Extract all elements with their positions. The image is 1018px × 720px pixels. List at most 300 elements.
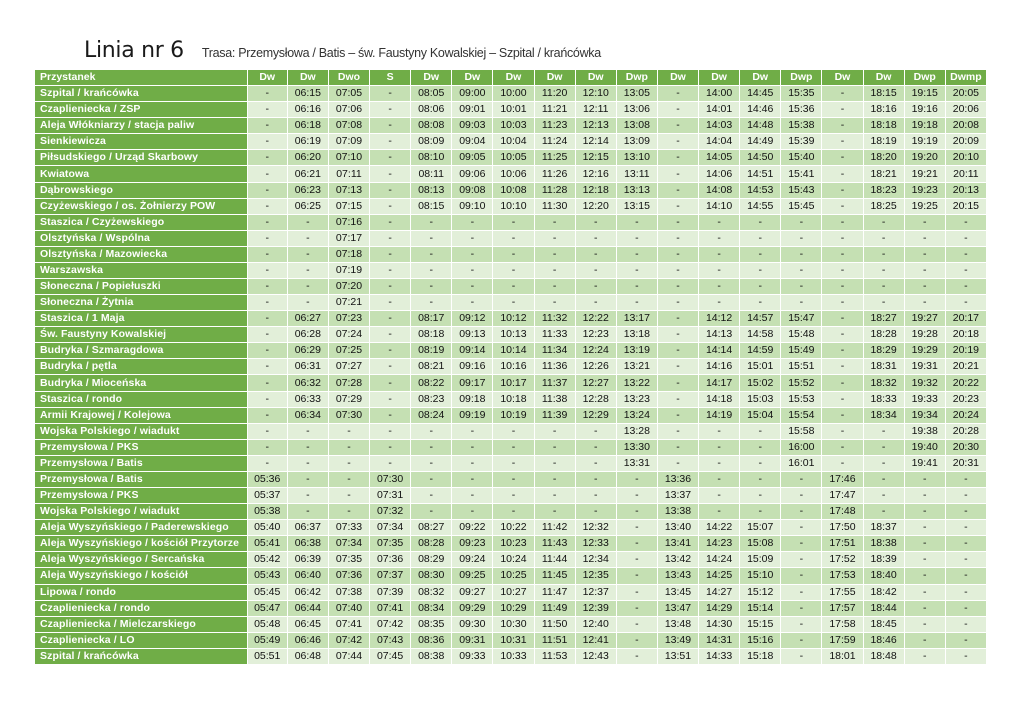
- departure-time: 15:03: [740, 392, 781, 408]
- departure-time: 15:01: [740, 359, 781, 375]
- departure-time: 11:44: [535, 552, 576, 568]
- departure-time: 07:40: [329, 601, 370, 617]
- departure-time: -: [864, 263, 905, 279]
- departure-time: 06:27: [288, 311, 329, 327]
- departure-time: 06:33: [288, 392, 329, 408]
- departure-time: -: [370, 327, 411, 343]
- stop-name: Aleja Włókniarzy / stacja paliw: [35, 118, 248, 134]
- departure-time: -: [248, 199, 288, 215]
- departure-time: 11:36: [535, 359, 576, 375]
- departure-time: -: [452, 472, 493, 488]
- departure-time: -: [864, 472, 905, 488]
- departure-time: -: [658, 215, 699, 231]
- departure-time: -: [370, 102, 411, 118]
- departure-time: 11:26: [535, 166, 576, 182]
- stop-name: Słoneczna / Popiełuszki: [35, 279, 248, 295]
- departure-time: -: [946, 601, 987, 617]
- departure-time: 14:25: [699, 568, 740, 584]
- departure-time: 14:16: [699, 359, 740, 375]
- timetable-row: [35, 247, 987, 263]
- departure-time: -: [864, 424, 905, 440]
- departure-time: 12:39: [576, 601, 617, 617]
- departure-time: -: [411, 247, 452, 263]
- departure-time: 17:58: [822, 617, 863, 633]
- departure-time: -: [370, 231, 411, 247]
- departure-time: 10:33: [493, 649, 534, 665]
- stop-name: Aleja Wyszyńskiego / kościół: [35, 568, 248, 584]
- departure-time: -: [905, 295, 946, 311]
- departure-time: -: [288, 440, 329, 456]
- departure-time: 15:51: [781, 359, 822, 375]
- departure-time: -: [535, 456, 576, 472]
- departure-time: -: [617, 247, 658, 263]
- departure-time: 14:31: [699, 633, 740, 649]
- departure-time: 14:13: [699, 327, 740, 343]
- course-column-header: Dwo: [329, 70, 370, 86]
- departure-time: 12:15: [576, 150, 617, 166]
- departure-time: 15:41: [781, 166, 822, 182]
- departure-time: 14:55: [740, 199, 781, 215]
- departure-time: -: [370, 215, 411, 231]
- departure-time: 11:53: [535, 649, 576, 665]
- departure-time: 05:47: [248, 601, 288, 617]
- course-column-header: Dw: [864, 70, 905, 86]
- departure-time: -: [411, 231, 452, 247]
- departure-time: -: [576, 279, 617, 295]
- departure-time: 14:01: [699, 102, 740, 118]
- departure-time: 06:20: [288, 150, 329, 166]
- stop-name: Przemysłowa / Batis: [35, 456, 248, 472]
- departure-time: -: [370, 166, 411, 182]
- departure-time: -: [248, 247, 288, 263]
- departure-time: 10:14: [493, 343, 534, 359]
- timetable-row: [35, 520, 987, 536]
- departure-time: -: [411, 424, 452, 440]
- stop-name: Piłsudskiego / Urząd Skarbowy: [35, 150, 248, 166]
- departure-time: -: [822, 199, 863, 215]
- departure-time: 10:27: [493, 585, 534, 601]
- departure-time: 07:18: [329, 247, 370, 263]
- departure-time: -: [699, 456, 740, 472]
- departure-time: 11:47: [535, 585, 576, 601]
- departure-time: 14:17: [699, 375, 740, 391]
- departure-time: -: [658, 295, 699, 311]
- course-column-header: Dw: [576, 70, 617, 86]
- departure-time: -: [905, 520, 946, 536]
- departure-time: 08:11: [411, 166, 452, 182]
- departure-time: 07:23: [329, 311, 370, 327]
- departure-time: 06:42: [288, 585, 329, 601]
- departure-time: 15:18: [740, 649, 781, 665]
- departure-time: -: [822, 295, 863, 311]
- departure-time: -: [781, 215, 822, 231]
- departure-time: -: [248, 86, 288, 102]
- departure-time: 09:19: [452, 408, 493, 424]
- departure-time: 15:09: [740, 552, 781, 568]
- departure-time: 05:36: [248, 472, 288, 488]
- departure-time: 12:41: [576, 633, 617, 649]
- departure-time: -: [905, 504, 946, 520]
- departure-time: 20:06: [946, 102, 987, 118]
- departure-time: -: [370, 86, 411, 102]
- departure-time: 18:18: [864, 118, 905, 134]
- departure-time: 06:44: [288, 601, 329, 617]
- course-column-header: Dw: [288, 70, 329, 86]
- departure-time: 13:47: [658, 601, 699, 617]
- departure-time: -: [248, 392, 288, 408]
- course-column-header: Dw: [658, 70, 699, 86]
- departure-time: -: [288, 215, 329, 231]
- timetable-row: [35, 86, 987, 102]
- departure-time: -: [248, 231, 288, 247]
- stop-name: Staszica / 1 Maja: [35, 311, 248, 327]
- departure-time: -: [370, 199, 411, 215]
- departure-time: 07:34: [329, 536, 370, 552]
- departure-time: -: [411, 504, 452, 520]
- departure-time: -: [493, 295, 534, 311]
- departure-time: -: [822, 263, 863, 279]
- course-column-header: Dw: [411, 70, 452, 86]
- departure-time: -: [452, 247, 493, 263]
- departure-time: -: [535, 472, 576, 488]
- departure-time: -: [946, 585, 987, 601]
- departure-time: -: [864, 295, 905, 311]
- departure-time: -: [248, 311, 288, 327]
- departure-time: 13:24: [617, 408, 658, 424]
- departure-time: 05:42: [248, 552, 288, 568]
- departure-time: 07:35: [329, 552, 370, 568]
- timetable-row: [35, 585, 987, 601]
- timetable-row: [35, 215, 987, 231]
- stop-name: Warszawska: [35, 263, 248, 279]
- departure-time: 12:34: [576, 552, 617, 568]
- departure-time: 20:11: [946, 166, 987, 182]
- departure-time: 19:15: [905, 86, 946, 102]
- departure-time: 08:19: [411, 343, 452, 359]
- stop-column-header: Przystanek: [35, 70, 248, 86]
- departure-time: 07:28: [329, 375, 370, 391]
- departure-time: -: [658, 263, 699, 279]
- departure-time: 14:27: [699, 585, 740, 601]
- timetable-row: [35, 359, 987, 375]
- departure-time: 19:34: [905, 408, 946, 424]
- stop-name: Lipowa / rondo: [35, 585, 248, 601]
- timetable-row: [35, 327, 987, 343]
- departure-time: 18:19: [864, 134, 905, 150]
- departure-time: 05:49: [248, 633, 288, 649]
- departure-time: 14:08: [699, 183, 740, 199]
- departure-time: 14:19: [699, 408, 740, 424]
- course-column-header: Dwp: [617, 70, 658, 86]
- course-column-header: Dw: [493, 70, 534, 86]
- departure-time: -: [781, 247, 822, 263]
- stop-name: Przemysłowa / Batis: [35, 472, 248, 488]
- departure-time: 11:49: [535, 601, 576, 617]
- departure-time: 06:31: [288, 359, 329, 375]
- departure-time: -: [658, 134, 699, 150]
- departure-time: 18:27: [864, 311, 905, 327]
- timetable-row: [35, 118, 987, 134]
- departure-time: 12:23: [576, 327, 617, 343]
- departure-time: 13:37: [658, 488, 699, 504]
- departure-time: 18:34: [864, 408, 905, 424]
- stop-name: Budryka / Mioceńska: [35, 375, 248, 391]
- departure-time: 07:24: [329, 327, 370, 343]
- departure-time: 14:24: [699, 552, 740, 568]
- departure-time: 14:46: [740, 102, 781, 118]
- departure-time: 08:21: [411, 359, 452, 375]
- departure-time: 07:15: [329, 199, 370, 215]
- departure-time: 07:09: [329, 134, 370, 150]
- departure-time: -: [864, 456, 905, 472]
- departure-time: 05:38: [248, 504, 288, 520]
- departure-time: 12:22: [576, 311, 617, 327]
- course-column-header: Dwp: [905, 70, 946, 86]
- departure-time: 18:21: [864, 166, 905, 182]
- departure-time: -: [658, 327, 699, 343]
- departure-time: -: [781, 504, 822, 520]
- departure-time: 17:52: [822, 552, 863, 568]
- departure-time: -: [781, 263, 822, 279]
- departure-time: 10:00: [493, 86, 534, 102]
- departure-time: -: [658, 343, 699, 359]
- departure-time: -: [946, 649, 987, 665]
- departure-time: -: [535, 279, 576, 295]
- departure-time: -: [781, 649, 822, 665]
- timetable-row: [35, 199, 987, 215]
- departure-time: 09:22: [452, 520, 493, 536]
- departure-time: -: [617, 617, 658, 633]
- departure-time: 19:41: [905, 456, 946, 472]
- departure-time: 07:30: [370, 472, 411, 488]
- stop-name: Przemysłowa / PKS: [35, 488, 248, 504]
- departure-time: 18:20: [864, 150, 905, 166]
- stop-name: Budryka / Szmaragdowa: [35, 343, 248, 359]
- departure-time: 13:31: [617, 456, 658, 472]
- departure-time: -: [822, 118, 863, 134]
- departure-time: 19:32: [905, 375, 946, 391]
- departure-time: -: [329, 424, 370, 440]
- departure-time: 09:30: [452, 617, 493, 633]
- departure-time: 19:21: [905, 166, 946, 182]
- departure-time: -: [617, 585, 658, 601]
- departure-time: -: [248, 440, 288, 456]
- departure-time: 08:10: [411, 150, 452, 166]
- stop-name: Wojska Polskiego / wiadukt: [35, 504, 248, 520]
- departure-time: -: [699, 295, 740, 311]
- departure-time: 08:22: [411, 375, 452, 391]
- departure-time: -: [658, 424, 699, 440]
- departure-time: 14:51: [740, 166, 781, 182]
- departure-time: 18:29: [864, 343, 905, 359]
- departure-time: -: [822, 102, 863, 118]
- departure-time: 14:49: [740, 134, 781, 150]
- departure-time: -: [822, 279, 863, 295]
- timetable-row: [35, 633, 987, 649]
- departure-time: 07:45: [370, 649, 411, 665]
- departure-time: -: [658, 408, 699, 424]
- departure-time: -: [822, 327, 863, 343]
- departure-time: 12:28: [576, 392, 617, 408]
- departure-time: 06:25: [288, 199, 329, 215]
- departure-time: 12:14: [576, 134, 617, 150]
- departure-time: -: [576, 215, 617, 231]
- departure-time: -: [699, 488, 740, 504]
- departure-time: -: [658, 375, 699, 391]
- departure-time: 12:11: [576, 102, 617, 118]
- departure-time: 06:32: [288, 375, 329, 391]
- departure-time: -: [905, 568, 946, 584]
- departure-time: 15:47: [781, 311, 822, 327]
- departure-time: -: [781, 601, 822, 617]
- departure-time: 06:39: [288, 552, 329, 568]
- departure-time: 18:40: [864, 568, 905, 584]
- departure-time: -: [822, 166, 863, 182]
- departure-time: -: [781, 568, 822, 584]
- departure-time: -: [740, 215, 781, 231]
- departure-time: -: [699, 263, 740, 279]
- departure-time: 07:37: [370, 568, 411, 584]
- departure-time: -: [493, 279, 534, 295]
- departure-time: 20:08: [946, 118, 987, 134]
- departure-time: 15:16: [740, 633, 781, 649]
- departure-time: -: [370, 295, 411, 311]
- departure-time: -: [946, 279, 987, 295]
- departure-time: 18:39: [864, 552, 905, 568]
- departure-time: -: [248, 279, 288, 295]
- departure-time: 15:04: [740, 408, 781, 424]
- departure-time: 10:24: [493, 552, 534, 568]
- stop-name: Wojska Polskiego / wiadukt: [35, 424, 248, 440]
- departure-time: -: [699, 440, 740, 456]
- departure-time: -: [740, 440, 781, 456]
- departure-time: 08:34: [411, 601, 452, 617]
- course-column-header: Dw: [822, 70, 863, 86]
- departure-time: 07:33: [329, 520, 370, 536]
- course-column-header: Dwmp: [946, 70, 987, 86]
- departure-time: 14:05: [699, 150, 740, 166]
- departure-time: 18:42: [864, 585, 905, 601]
- departure-time: 14:30: [699, 617, 740, 633]
- departure-time: -: [576, 488, 617, 504]
- departure-time: 15:39: [781, 134, 822, 150]
- departure-time: -: [658, 279, 699, 295]
- departure-time: -: [946, 552, 987, 568]
- departure-time: 18:33: [864, 392, 905, 408]
- departure-time: -: [535, 295, 576, 311]
- departure-time: 14:53: [740, 183, 781, 199]
- timetable-row: [35, 263, 987, 279]
- timetable-row: [35, 424, 987, 440]
- departure-time: 07:29: [329, 392, 370, 408]
- departure-time: -: [248, 375, 288, 391]
- departure-time: 07:16: [329, 215, 370, 231]
- departure-time: 13:23: [617, 392, 658, 408]
- timetable-row: [35, 295, 987, 311]
- departure-time: -: [248, 102, 288, 118]
- departure-time: 09:24: [452, 552, 493, 568]
- departure-time: -: [617, 520, 658, 536]
- departure-time: 14:57: [740, 311, 781, 327]
- departure-time: 14:18: [699, 392, 740, 408]
- departure-time: 08:23: [411, 392, 452, 408]
- departure-time: -: [822, 375, 863, 391]
- departure-time: -: [370, 311, 411, 327]
- departure-time: 08:28: [411, 536, 452, 552]
- departure-time: -: [699, 231, 740, 247]
- departure-time: 20:13: [946, 183, 987, 199]
- departure-time: -: [493, 488, 534, 504]
- departure-time: 09:17: [452, 375, 493, 391]
- departure-time: -: [905, 633, 946, 649]
- departure-time: 17:57: [822, 601, 863, 617]
- departure-time: 18:48: [864, 649, 905, 665]
- timetable-row: [35, 456, 987, 472]
- departure-time: 17:47: [822, 488, 863, 504]
- departure-time: -: [781, 295, 822, 311]
- departure-time: 18:28: [864, 327, 905, 343]
- departure-time: 07:08: [329, 118, 370, 134]
- departure-time: 11:32: [535, 311, 576, 327]
- departure-time: 11:25: [535, 150, 576, 166]
- departure-time: 18:46: [864, 633, 905, 649]
- departure-time: 06:28: [288, 327, 329, 343]
- departure-time: 08:15: [411, 199, 452, 215]
- departure-time: -: [822, 343, 863, 359]
- departure-time: -: [411, 295, 452, 311]
- departure-time: 18:01: [822, 649, 863, 665]
- departure-time: 13:28: [617, 424, 658, 440]
- departure-time: 12:13: [576, 118, 617, 134]
- departure-time: -: [535, 263, 576, 279]
- departure-time: 08:18: [411, 327, 452, 343]
- stop-name: Staszica / rondo: [35, 392, 248, 408]
- departure-time: 20:10: [946, 150, 987, 166]
- departure-time: -: [946, 617, 987, 633]
- departure-time: 18:38: [864, 536, 905, 552]
- departure-time: -: [576, 247, 617, 263]
- departure-time: -: [740, 488, 781, 504]
- departure-time: 12:10: [576, 86, 617, 102]
- departure-time: 14:45: [740, 86, 781, 102]
- timetable-row: [35, 552, 987, 568]
- departure-time: 07:44: [329, 649, 370, 665]
- departure-time: -: [781, 617, 822, 633]
- departure-time: -: [370, 118, 411, 134]
- departure-time: -: [905, 472, 946, 488]
- departure-time: 12:35: [576, 568, 617, 584]
- departure-time: 07:41: [370, 601, 411, 617]
- departure-time: -: [822, 86, 863, 102]
- departure-time: -: [658, 392, 699, 408]
- departure-time: -: [617, 295, 658, 311]
- departure-time: 13:08: [617, 118, 658, 134]
- departure-time: 15:40: [781, 150, 822, 166]
- departure-time: 20:09: [946, 134, 987, 150]
- departure-time: 09:29: [452, 601, 493, 617]
- departure-time: -: [370, 424, 411, 440]
- timetable-header-row: [35, 70, 987, 86]
- departure-time: 08:38: [411, 649, 452, 665]
- departure-time: 13:21: [617, 359, 658, 375]
- departure-time: 07:31: [370, 488, 411, 504]
- departure-time: -: [864, 279, 905, 295]
- departure-time: -: [822, 311, 863, 327]
- departure-time: 15:58: [781, 424, 822, 440]
- departure-time: 07:36: [329, 568, 370, 584]
- departure-time: -: [576, 263, 617, 279]
- departure-time: 13:10: [617, 150, 658, 166]
